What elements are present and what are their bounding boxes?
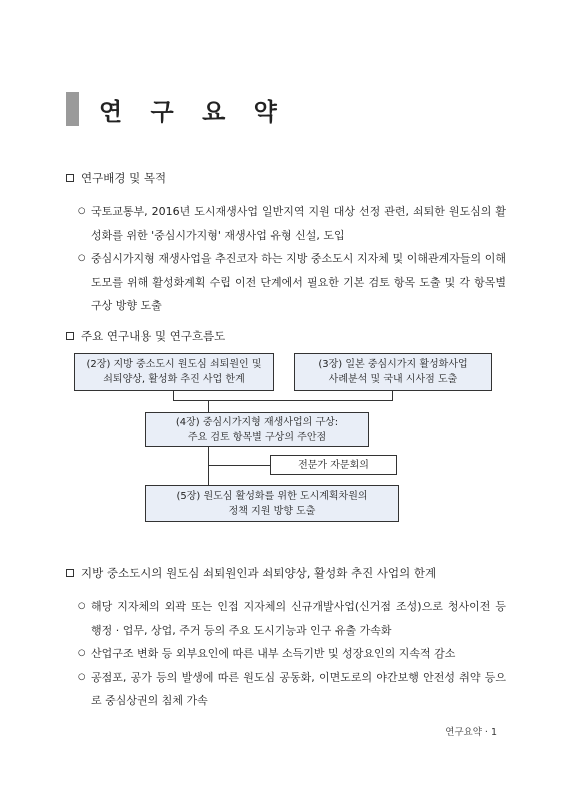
list-item: ○ 산업구조 변화 등 외부요인에 따른 내부 소득기반 및 성장요인의 지속적 감소: [66, 642, 506, 666]
flow-box-chapter2: (2장) 지방 중소도시 원도심 쇠퇴원인 및 쇠퇴양상, 활성화 추진 사업 한계: [74, 353, 274, 391]
flow-box-chapter4: (4장) 중심시가지형 재생사업의 구상: 주요 검토 항목별 구상의 주안점: [145, 412, 369, 447]
flow-box-expert-meeting: 전문가 자문회의: [270, 455, 397, 475]
bullet-list: [66, 595, 506, 713]
section-heading: [66, 170, 506, 186]
section-heading-text: 지방 중소도시의 원도심 쇠퇴원인과 쇠퇴양상, 활성화 추진 사업의 한계: [81, 566, 437, 580]
page-footer: 연구요약 · 1: [445, 727, 497, 738]
square-bullet-icon: [66, 332, 74, 340]
connector-line: [208, 400, 209, 412]
list-item: ○ 국토교통부, 2016년 도시재생사업 일반지역 지원 대상 선정 관련, 쇠퇴한 원도심의 활성화를 위한 '중심시가지형' 재생사업 유형 신설, 도입: [66, 200, 506, 247]
circle-bullet-icon: ○: [78, 648, 86, 658]
circle-bullet-icon: ○: [78, 601, 86, 611]
section-decline-causes: [66, 565, 506, 713]
title-accent-bar: [66, 92, 79, 126]
list-item: ○ 중심시가지형 재생사업을 추진코자 하는 지방 중소도시 지자체 및 이해관계자들의 이해 도모를 위해 활성화계획 수립 이전 단계에서 필요한 기본 검토 항목 도출 및 각 항목별 구상 방향 도출: [66, 247, 506, 318]
section-heading: [66, 328, 506, 344]
square-bullet-icon: [66, 174, 74, 182]
bullet-list: [66, 200, 506, 318]
connector-line: [173, 400, 393, 401]
square-bullet-icon: [66, 569, 74, 577]
connector-line: [208, 447, 209, 485]
page-title: 연 구 요 약: [99, 97, 287, 126]
section-background: [66, 170, 506, 318]
flow-box-chapter5: (5장) 원도심 활성화를 위한 도시계획차원의 정책 지원 방향 도출: [145, 485, 399, 522]
section-heading-text: 연구배경 및 목적: [81, 171, 167, 185]
circle-bullet-icon: ○: [78, 253, 86, 263]
list-item: ○ 공점포, 공가 등의 발생에 따른 원도심 공동화, 이면도로의 야간보행 안전성 취약 등으로 중심상권의 침체 가속: [66, 666, 506, 713]
page-title-block: [66, 92, 287, 126]
circle-bullet-icon: ○: [78, 206, 86, 216]
flow-box-chapter3: (3장) 일본 중심시가지 활성화사업 사례분석 및 국내 시사점 도출: [294, 353, 492, 391]
connector-line: [208, 465, 270, 466]
list-item: ○ 해당 지자체의 외곽 또는 인접 지자체의 신규개발사업(신거점 조성)으로 청사이전 등 행정 · 업무, 상업, 주거 등의 주요 도시기능과 인구 유출 가속화: [66, 595, 506, 642]
section-heading: [66, 565, 506, 581]
section-heading-text: 주요 연구내용 및 연구흐름도: [81, 329, 226, 343]
circle-bullet-icon: ○: [78, 671, 86, 682]
section-flow: [66, 328, 506, 344]
